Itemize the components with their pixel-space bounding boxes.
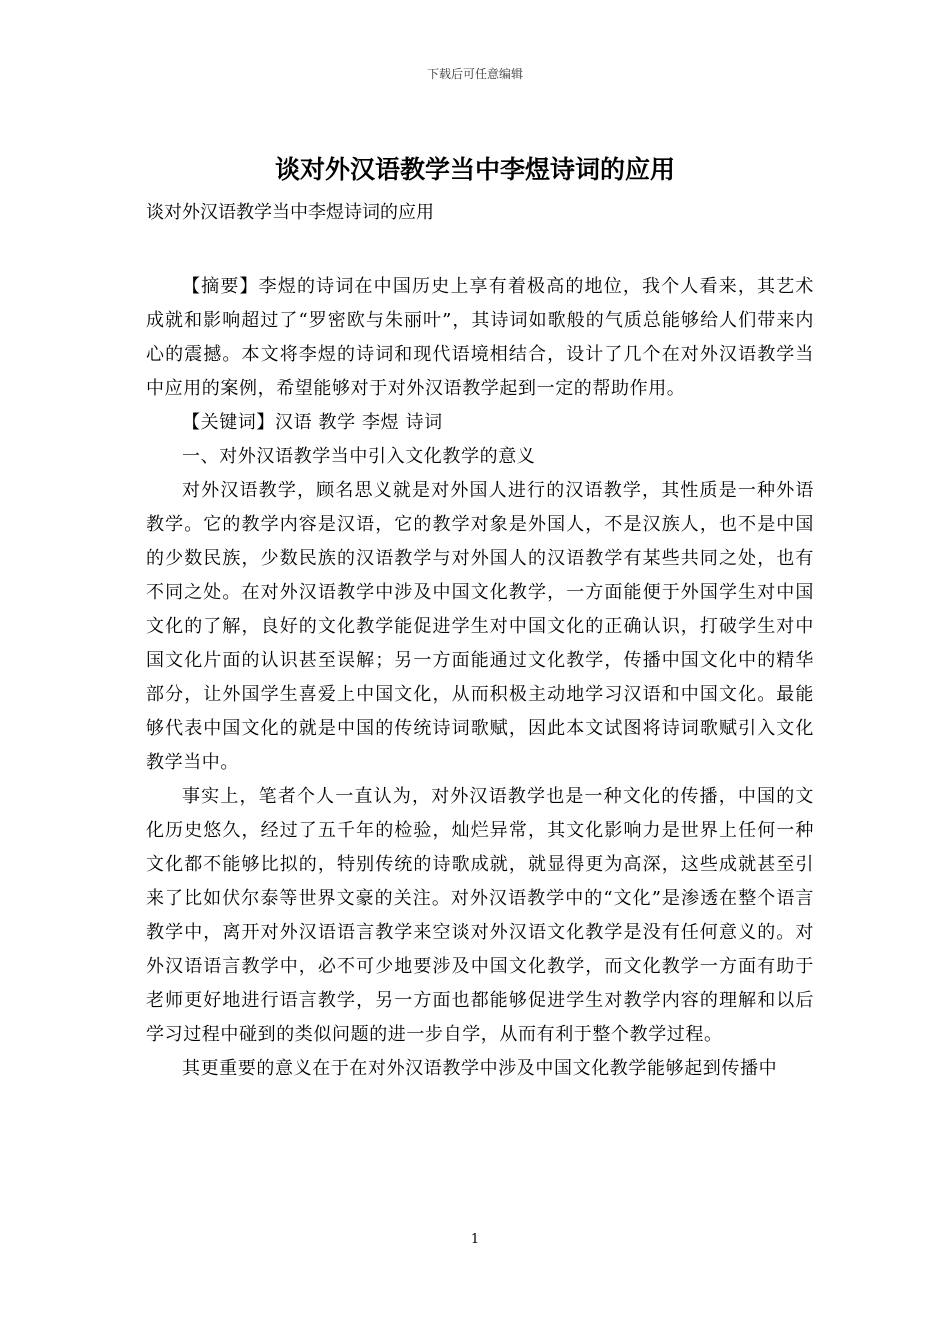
page-header: 下载后可任意编辑 <box>426 67 523 81</box>
document-subtitle: 谈对外汉语教学当中李煜诗词的应用 <box>146 202 434 223</box>
abstract-paragraph: 【摘要】李煜的诗词在中国历史上享有着极高的地位，我个人看来，其艺术成就和影响超过了“罗密欧与朱丽叶”，其诗词如歌般的气质总能够给人们带来内心的震撼。本文将李煜的诗词和现代语境相结合，设计了几个在对外汉语教学当中应用的案例，希望能够对于对外汉语教学起到一定的帮助作用。 <box>146 276 814 399</box>
body-paragraph: 事实上，笔者个人一直认为，对外汉语教学也是一种文化的传播，中国的文化历史悠久，经过了五千年的检验，灿烂异常，其文化影响力是世界上任何一种文化都不能够比拟的，特别传统的诗歌成就，就显得更为高深，这些成就甚至引来了比如伏尔泰等世界文豪的关注。对外汉语教学中的“文化”是渗透在整个语言教学中，离开对外汉语语言教学来空谈对外汉语文化教学是没有任何意义的。对外汉语语言教学中，必不可少地要涉及中国文化教学，而文化教学一方面有助于老师更好地进行语言教学，另一方面也都能够促进学生对教学内容的理解和以后学习过程中碰到的类似问题的进一步自学，从而有利于整个教学过程。 <box>146 786 814 1045</box>
document-body <box>146 270 814 1086</box>
document-title: 谈对外汉语教学当中李煜诗词的应用 <box>274 155 675 184</box>
page-number: 1 <box>470 1232 480 1247</box>
body-paragraph: 对外汉语教学，顾名思义就是对外国人进行的汉语教学，其性质是一种外语教学。它的教学内容是汉语，它的教学对象是外国人，不是汉族人，也不是中国的少数民族，少数民族的汉语教学与对外国人的汉语教学有某些共同之处，也有不同之处。在对外汉语教学中涉及中国文化教学，一方面能便于外国学生对中国文化的了解，良好的文化教学能促进学生对中国文化的正确认识，打破学生对中国文化片面的认识甚至误解；另一方面能通过文化教学，传播中国文化中的精华部分，让外国学生喜爱上中国文化，从而积极主动地学习汉语和中国文化。最能够代表中国文化的就是中国的传统诗词歌赋，因此本文试图将诗词歌赋引入文化教学当中。 <box>146 480 814 773</box>
section-heading: 一、对外汉语教学当中引入文化教学的意义 <box>182 446 536 467</box>
keywords-paragraph: 【关键词】汉语 教学 李煜 诗词 <box>182 412 443 433</box>
body-paragraph: 其更重要的意义在于在对外汉语教学中涉及中国文化教学能够起到传播中 <box>182 1058 778 1079</box>
